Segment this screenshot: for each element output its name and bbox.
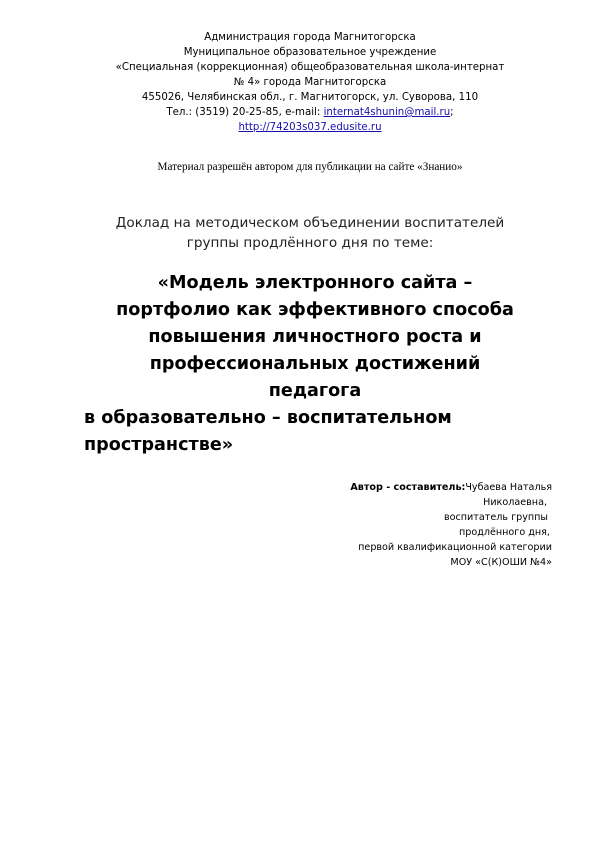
header-administration: Администрация города Магнитогорска <box>204 32 416 43</box>
header-website <box>60 120 560 135</box>
author-position: воспитатель группы <box>443 512 548 523</box>
header-institution-type: Муниципальное образовательное учреждение <box>183 47 437 58</box>
author-label: Автор - составитель: <box>350 482 466 493</box>
intro-line: группы продлённого дня по теме: <box>186 235 434 251</box>
title-line: портфолио как эффективного способа <box>116 300 514 320</box>
author-block <box>250 480 552 570</box>
report-title <box>60 270 570 405</box>
author-category: первой квалификационной категории <box>358 542 552 553</box>
title-line: повышения личностного роста и <box>148 327 482 347</box>
title-line: «Модель электронного сайта – <box>157 273 473 293</box>
title-line: в образовательно – воспитательном <box>84 408 452 428</box>
header-contacts <box>60 105 560 120</box>
author-name-line <box>250 480 552 495</box>
author-patronymic: Николаевна, <box>483 497 547 508</box>
report-title-continued <box>84 405 564 459</box>
title-line: педагога <box>268 381 362 401</box>
institution-header <box>60 30 560 135</box>
author-position-group: продлённого дня, <box>458 527 550 538</box>
author-school: МОУ «С(К)ОШИ №4» <box>450 557 552 568</box>
report-intro <box>60 213 560 253</box>
contacts-separator: ; <box>450 107 454 118</box>
intro-line: Доклад на методическом объединении воспитателей <box>115 215 505 231</box>
title-line: профессиональных достижений <box>149 354 481 374</box>
header-school-number: № 4» города Магнитогорска <box>233 77 387 88</box>
publication-permission-note: Материал разрешён автором для публикации на сайте «Знанио» <box>157 161 463 173</box>
author-name: Чубаева Наталья <box>465 482 552 493</box>
email-link[interactable]: internat4shunin@mail.ru <box>323 107 451 118</box>
header-address: 455026, Челябинская обл., г. Магнитогорск, ул. Суворова, 110 <box>141 92 479 103</box>
website-link[interactable]: http://74203s037.edusite.ru <box>238 122 382 133</box>
header-school-name: «Специальная (коррекционная) общеобразовательная школа-интернат <box>115 62 505 73</box>
phone-text: Тел.: (3519) 20-25-85, e-mail: <box>166 107 324 118</box>
title-line: пространстве» <box>84 435 234 455</box>
